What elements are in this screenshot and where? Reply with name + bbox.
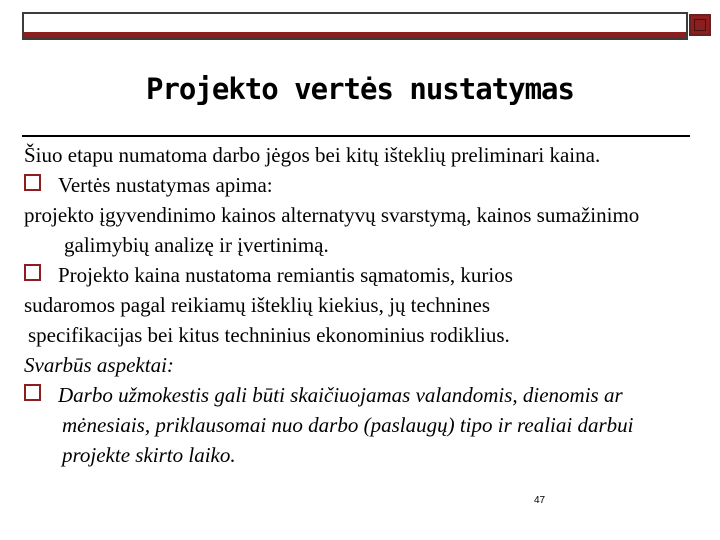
hollow-square-bullet-icon: [24, 264, 41, 281]
paragraph-important-aspects: Svarbūs aspektai:: [24, 353, 174, 377]
page-number: 47: [534, 495, 546, 506]
slide-title: Projekto vertės nustatymas: [146, 72, 574, 106]
bullet-item-wages: [24, 380, 696, 470]
bullet-text: Projekto kaina nustatoma remiantis sąmatomis, kurios: [58, 263, 513, 287]
corner-square-icon: [689, 14, 711, 36]
hollow-square-bullet-icon: [24, 384, 41, 401]
top-decorative-bar: [22, 12, 688, 40]
title-underline: [22, 135, 690, 137]
bullet-item-project-cost: [24, 260, 696, 290]
hollow-square-bullet-icon: [24, 174, 41, 191]
bullet-text: Vertės nustatymas apima:: [58, 173, 273, 197]
paragraph-cost-line-3: specifikacijas bei kitus techninius ekonominius rodiklius.: [28, 323, 510, 347]
slide-body: [24, 140, 696, 470]
paragraph-scope-detail: projekto įgyvendinimo kainos alternatyvų svarstymą, kainos sumažinimo galimybių analizę ir įvertinimą.: [24, 203, 640, 257]
paragraph-intro: Šiuo etapu numatoma darbo jėgos bei kitų išteklių preliminari kaina.: [24, 143, 601, 167]
paragraph-cost-line-2: sudaromos pagal reikiamų išteklių kiekius, jų technines: [24, 293, 490, 317]
bullet-text: Darbo užmokestis gali būti skaičiuojamas valandomis, dienomis ar mėnesiais, priklausomai nuo darbo (paslaugų) tipo ir realiai darbui projekte skirto laiko.: [58, 383, 634, 467]
bullet-item-value-scope: [24, 170, 696, 200]
